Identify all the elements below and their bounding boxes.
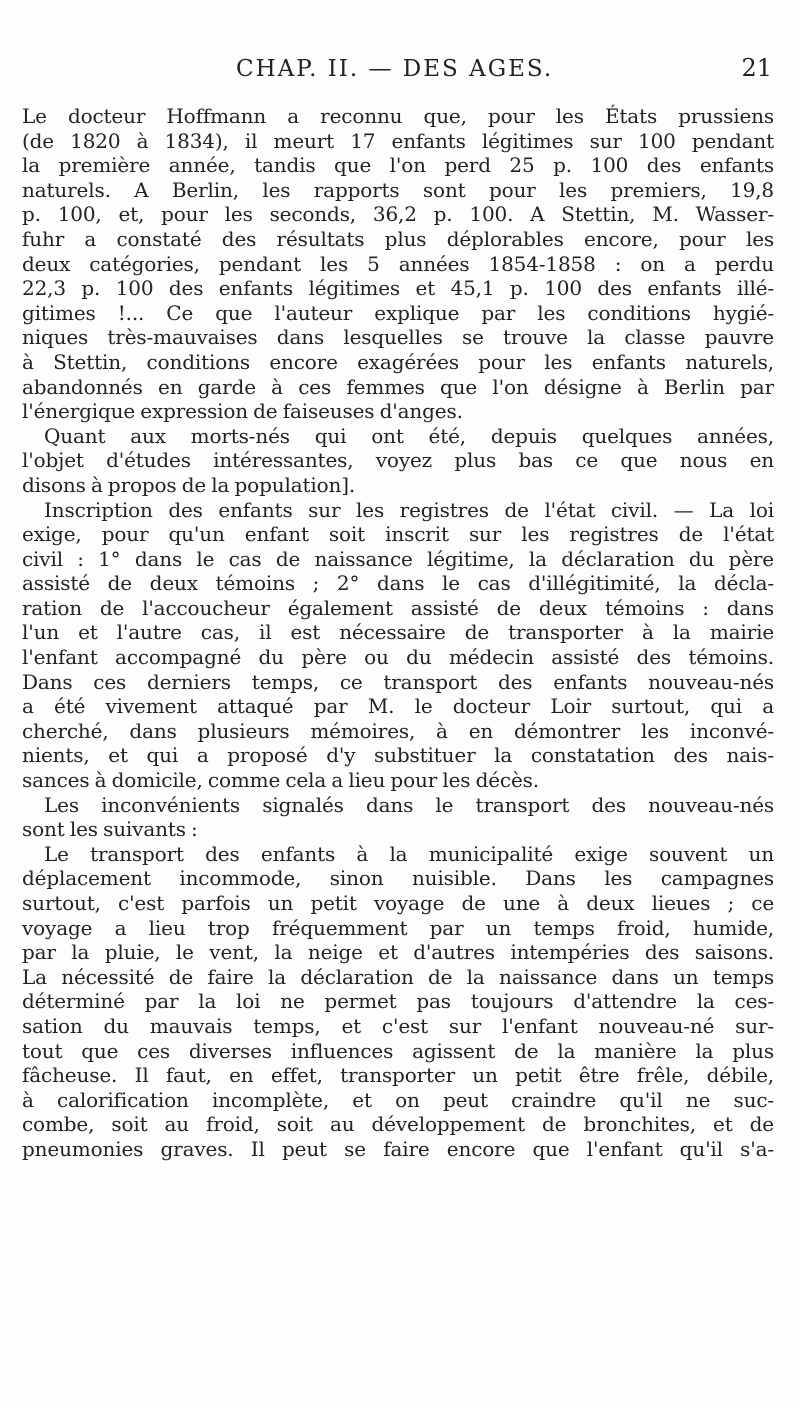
text-line: ration de l'accoucheur également assisté de deux témoins : dans [22, 595, 774, 620]
text-line: Quant aux morts-nés qui ont été, depuis quelques années, [44, 423, 774, 448]
text-line: l'énergique expression de faiseuses d'anges. [22, 399, 463, 424]
text-line: fâcheuse. Il faut, en effet, transporter un petit être frêle, débile, [22, 1063, 774, 1088]
text-line: 22,3 p. 100 des enfants légitimes et 45,1 p. 100 des enfants illé- [22, 276, 774, 301]
text-line: Le transport des enfants à la municipalité exige souvent un [44, 841, 774, 866]
text-line: (de 1820 à 1834), il meurt 17 enfants légitimes sur 100 pendant [22, 128, 774, 153]
text-line: exige, pour qu'un enfant soit inscrit sur les registres de l'état [22, 522, 774, 547]
text-line: pneumonies graves. Il peut se faire encore que l'enfant qu'il s'a- [22, 1136, 774, 1161]
text-line: voyage a lieu trop fréquemment par un temps froid, humide, [22, 915, 774, 940]
text-line: disons à propos de la population]. [22, 472, 356, 497]
text-line: sances à domicile, comme cela a lieu pour les décès. [22, 768, 539, 793]
text-line: cherché, dans plusieurs mémoires, à en démontrer les inconvé- [22, 718, 774, 743]
text-line: déterminé par la loi ne permet pas toujours d'attendre la ces- [22, 989, 774, 1014]
text-line: à Stettin, conditions encore exagérées pour les enfants naturels, [22, 349, 774, 374]
text-line: Le docteur Hoffmann a reconnu que, pour les États prussiens [22, 104, 774, 128]
text-line: p. 100, et, pour les seconds, 36,2 p. 100. A Stettin, M. Wasser- [22, 202, 774, 227]
text-line: fuhr a constaté des résultats plus déplorables encore, pour les [22, 226, 774, 251]
text-line: a été vivement attaqué par M. le docteur Loir surtout, qui a [22, 694, 774, 719]
chapter-title: CHAP. II. — DES AGES. [236, 56, 554, 82]
text-line: abandonnés en garde à ces femmes que l'on désigne à Berlin par [22, 374, 774, 399]
text-line: sation du mauvais temps, et c'est sur l'enfant nouveau-né sur- [22, 1013, 774, 1038]
text-line: la première année, tandis que l'on perd 25 p. 100 des enfants [22, 153, 774, 178]
text-line: deux catégories, pendant les 5 années 1854-1858 : on a perdu [22, 251, 774, 276]
text-line: civil : 1° dans le cas de naissance légitime, la déclaration du père [22, 546, 774, 571]
text-line: l'objet d'études intéressantes, voyez plus bas ce que nous en [22, 448, 774, 473]
text-line: l'un et l'autre cas, il est nécessaire de transporter à la mairie [22, 620, 774, 645]
text-line: Dans ces derniers temps, ce transport des enfants nouveau-nés [22, 669, 774, 694]
text-line: surtout, c'est parfois un petit voyage de une à deux lieues ; ce [22, 891, 774, 915]
text-line: gitimes !... Ce que l'auteur explique par les conditions hygié- [22, 300, 774, 325]
text-line: à calorification incomplète, et on peut craindre qu'il ne suc- [22, 1087, 774, 1112]
running-head [0, 56, 800, 96]
text-line: Les inconvénients signalés dans le transport des nouveau-nés [44, 792, 774, 817]
text-line: déplacement incommode, sinon nuisible. Dans les campagnes [22, 866, 774, 891]
text-line: nients, et qui a proposé d'y substituer la constatation des nais- [22, 743, 774, 768]
page-number: 21 [741, 54, 772, 82]
text-line: Inscription des enfants sur les registres de l'état civil. — La loi [44, 497, 774, 522]
text-line: niques très-mauvaises dans lesquelles se trouve la classe pauvre [22, 325, 774, 350]
text-line: assisté de deux témoins ; 2° dans le cas d'illégitimité, la décla- [22, 571, 774, 596]
text-line: tout que ces diverses influences agissent de la manière la plus [22, 1038, 774, 1063]
text-line: La nécessité de faire la déclaration de la naissance dans un temps [22, 964, 774, 989]
text-line: naturels. A Berlin, les rapports sont pour les premiers, 19,8 [22, 177, 774, 202]
text-line: sont les suivants : [22, 817, 198, 842]
text-line: par la pluie, le vent, la neige et d'autres intempéries des saisons. [22, 940, 774, 965]
body-text [22, 104, 774, 1162]
text-line: l'enfant accompagné du père ou du médecin assisté des témoins. [22, 645, 774, 670]
text-line: combe, soit au froid, soit au développement de bronchites, et de [22, 1112, 774, 1137]
